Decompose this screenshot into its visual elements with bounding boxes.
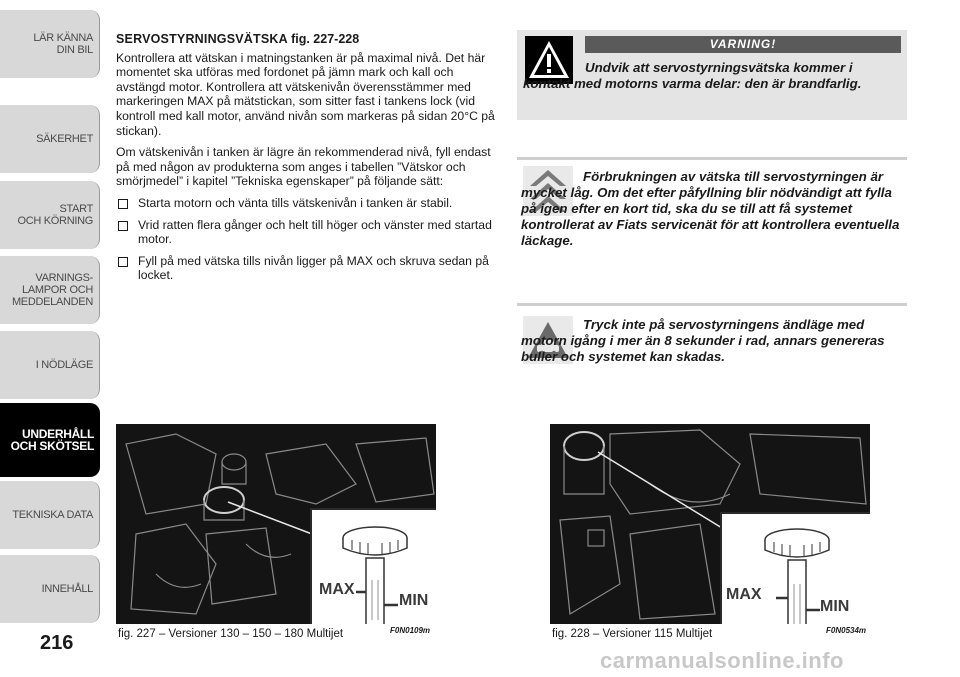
tab-label: UNDERHÅLL OCH SKÖTSEL [10, 427, 94, 453]
tab-start-och-korning[interactable] [0, 181, 100, 249]
tab-lar-kanna-din-bil[interactable] [0, 10, 100, 78]
tab-tekniska-data[interactable] [0, 481, 100, 549]
eco-note-text: Förbrukningen av vätska till servostyrningen är mycket låg. Om det efter påfyllning blir nödvändigt att fylla på igen efter en kort tid, ska du se till att få systemet kontrollerat av Fiats servicenät för att kontrollera eventuella läckage. [521, 169, 900, 248]
checkbox-bullet-icon [118, 199, 128, 209]
figure-227-code: F0N0109m [390, 626, 431, 635]
page-number: 216 [40, 632, 74, 654]
figure-227-caption: fig. 227 – Versioner 130 – 150 – 180 Multijet [118, 628, 344, 640]
warning-text: Undvik att servostyrningsvätska kommer i kontakt med motorns varma delar: den är brandfarlig. [523, 60, 862, 91]
figure-228-caption: fig. 228 – Versioner 115 Multijet [552, 628, 713, 640]
tab-label: INNEHÅLL [41, 583, 93, 595]
main-text-column [116, 32, 500, 290]
tab-varningslampor[interactable] [0, 256, 100, 324]
tab-label: SÄKERHET [36, 133, 93, 145]
tab-label: LÄR KÄNNA DIN BIL [33, 32, 93, 56]
tab-underhall-och-skotsel[interactable] [0, 403, 100, 477]
step-text: Starta motorn och vänta tills vätskenivån i tanken är stabil. [138, 195, 453, 210]
figure-228 [550, 424, 870, 624]
figure-reference: fig. 227-228 [291, 32, 360, 46]
paragraph-2: Om vätskenivån i tanken är lägre än rekommenderad nivå, fyll endast på med någon av produkterna som anges i tabellen ”Vätskor och smörjmedel” i kapitel ”Tekniska egenskaper” på följande sätt: [116, 145, 491, 189]
tab-sakerhet[interactable] [0, 105, 100, 173]
figure-228-code: F0N0534m [826, 626, 867, 635]
tab-label: I NÖDLÄGE [35, 359, 93, 371]
max-label: MAX [319, 581, 355, 598]
tab-innehall[interactable] [0, 555, 100, 623]
tab-label: VARNINGS- LAMPOR OCH MEDDELANDEN [11, 272, 93, 308]
min-label: MIN [820, 598, 850, 615]
divider [517, 157, 907, 160]
tab-label: START OCH KÖRNING [17, 203, 93, 227]
warning-box [517, 30, 907, 120]
checkbox-bullet-icon [118, 257, 128, 267]
paragraph-1: Kontrollera att vätskan i matningstanken är på maximal nivå. Det här momentet ska utföras med fordonet på jämn mark och kall och avstängd motor. Kontrollera att vätskenivån överensstämmer med markeringen MAX på mätstickan, som sitter fast i tankens lock (vid kontroll med kall motor, använd nivån som markeras på sidan 20°C på stickan). [116, 50, 495, 138]
step-text: Fyll på med vätska tills nivån ligger på MAX och skruva sedan på locket. [138, 253, 489, 283]
section-title: SERVOSTYRNINGSVÄTSKA [116, 32, 288, 46]
checkbox-bullet-icon [118, 221, 128, 231]
max-label: MAX [726, 586, 762, 603]
list-item [116, 254, 500, 283]
list-item [116, 218, 500, 247]
step-text: Vrid ratten flera gånger och helt till höger och vänster med startad motor. [138, 217, 492, 247]
watermark: carmanualsonline.info [600, 648, 844, 673]
tab-label: TEKNISKA DATA [12, 509, 93, 521]
divider [517, 303, 907, 306]
tab-i-nodlage[interactable] [0, 331, 100, 399]
list-item [116, 196, 500, 211]
section-heading [116, 32, 500, 47]
warning-header: VARNING! [585, 36, 901, 53]
chapter-tabs [0, 0, 104, 640]
caution-note-text: Tryck inte på servostyrningens ändläge med motorn igång i mer än 8 sekunder i rad, annars genereras buller och systemet kan skadas. [521, 317, 885, 364]
procedure-steps [116, 196, 500, 283]
figure-227 [116, 424, 436, 624]
min-label: MIN [399, 592, 429, 609]
